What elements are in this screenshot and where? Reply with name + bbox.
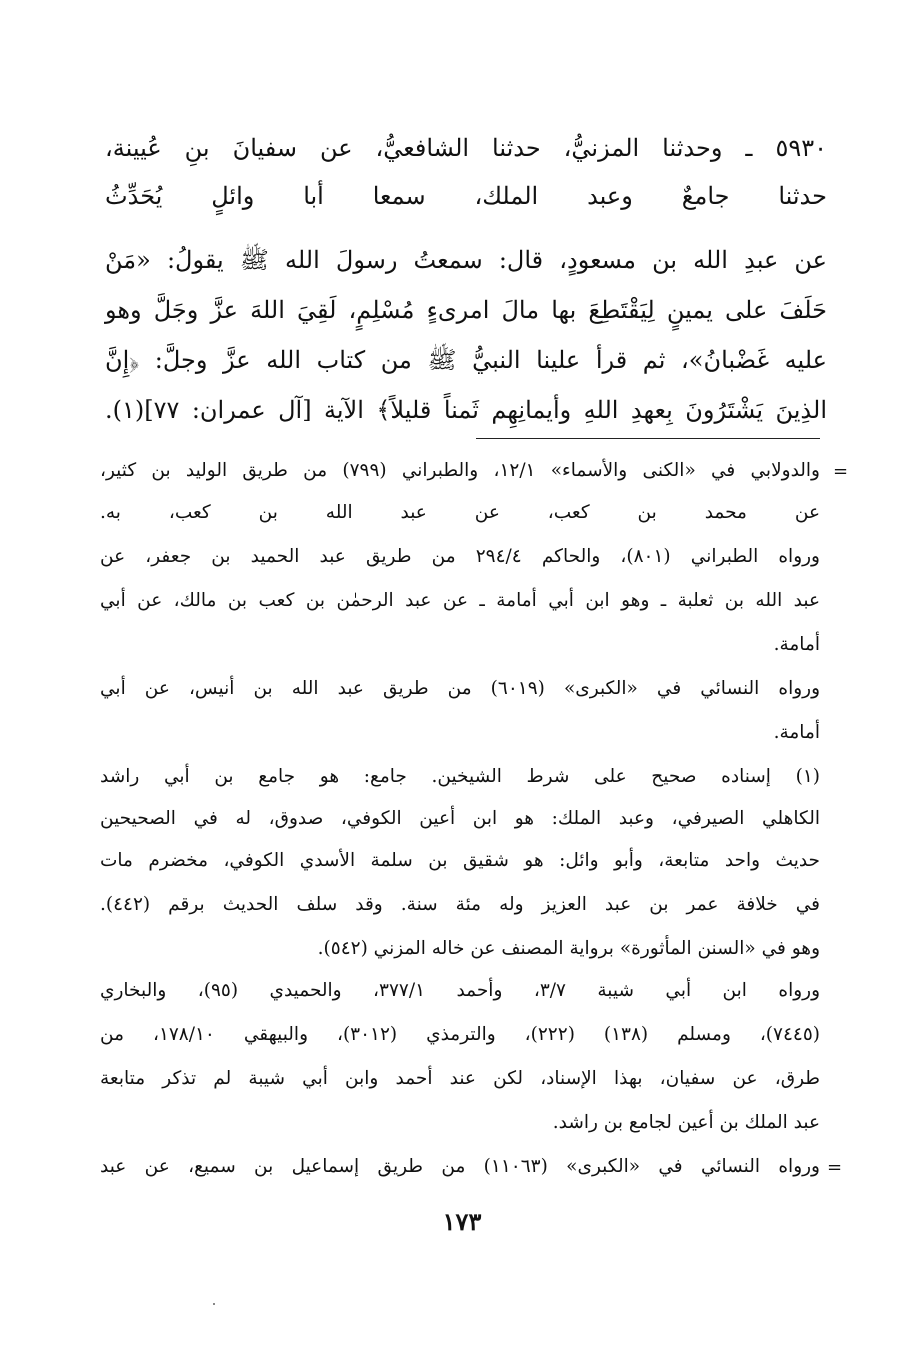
footnote-line: أمامة. bbox=[773, 634, 820, 655]
footnote-1-line: الكاهلي الصيرفي، وعبد الملك: هو ابن أعين الكوفي، صدوق، له في الصحيحين bbox=[100, 808, 820, 829]
footnote-line: ورواه الطبراني (٨٠١)، والحاكم ٢٩٤/٤ من طريق عبد الحميد بن جعفر، عن bbox=[100, 546, 820, 567]
footnote-line: عبد الله بن ثعلبة ـ وهو ابن أبي أمامة ـ عن عبد الرحمٰن بن كعب بن مالك، عن أبي bbox=[100, 590, 820, 611]
footnote-1-line: حديث واحد متابعة، وأبو وائل: هو شقيق بن سلمة الأسدي الكوفي، مخضرم مات bbox=[100, 850, 820, 871]
hadith-body-line: عليه غَضْبانُ»، ثم قرأ علينا النبيُّ ﷺ من كتاب الله عزَّ وجلَّ: ﴿إِنَّ bbox=[105, 346, 827, 374]
continuation-mark: = bbox=[827, 1157, 843, 1178]
footnote-line: طرق، عن سفيان، بهذا الإسناد، لكن عند أحمد وابن أبي شيبة لم تذكر متابعة bbox=[100, 1068, 820, 1089]
footnote-line: والدولابي في «الكنى والأسماء» ١٢/١، والطبراني (٧٩٩) من طريق الوليد بن كثير، bbox=[100, 460, 820, 481]
footnote-line: أمامة. bbox=[773, 722, 820, 743]
footnote-line: ورواه النسائي في «الكبرى» (١١٠٦٣) من طريق إسماعيل بن سميع، عن عبد bbox=[100, 1156, 820, 1177]
continuation-mark: = bbox=[833, 461, 849, 482]
footnote-line: (٧٤٤٥)، ومسلم (١٣٨) (٢٢٢)، والترمذي (٣٠١٢)، والبيهقي ١٧٨/١٠، من bbox=[100, 1024, 820, 1045]
hadith-body-line: عن عبدِ الله بن مسعودٍ، قال: سمعتُ رسولَ الله ﷺ يقولُ: «مَنْ bbox=[105, 246, 827, 274]
footnote-1-line: (١) إسناده صحيح على شرط الشيخين. جامع: هو جامع بن أبي راشد bbox=[100, 766, 820, 787]
footnote-line: عبد الملك بن أعين لجامع بن راشد. bbox=[552, 1112, 820, 1133]
scan-speck bbox=[213, 1303, 215, 1305]
page-number: ١٧٣ bbox=[442, 1207, 482, 1236]
hadith-header-line: ٥٩٣٠ ـ وحدثنا المزنيُّ، حدثنا الشافعيُّ، عن سفيانَ بنِ عُيينة، bbox=[105, 134, 827, 162]
hadith-body-line: حَلَفَ على يمينٍ لِيَقْتَطِعَ بها مالَ امرىءٍ مُسْلِمٍ، لَقِيَ اللهَ عزَّ وجَلَّ وهو bbox=[105, 296, 827, 324]
hadith-body-line: الذِينَ يَشْتَرُونَ بِعهدِ اللهِ وأيمانِهِم ثَمناً قليلاً﴾ الآية [آل عمران: ٧٧](١). bbox=[105, 396, 827, 424]
footnote-line: عن محمد بن كعب، عن عبد الله بن كعب، به. bbox=[100, 502, 820, 523]
footnote-line: ورواه النسائي في «الكبرى» (٦٠١٩) من طريق عبد الله بن أنيس، عن أبي bbox=[100, 678, 821, 699]
footnote-1-line: في خلافة عمر بن عبد العزيز وله مئة سنة. وقد سلف الحديث برقم (٤٤٢). bbox=[100, 894, 820, 915]
footnote-line: ورواه ابن أبي شيبة ٣/٧، وأحمد ٣٧٧/١، والحميدي (٩٥)، والبخاري bbox=[100, 980, 821, 1001]
footnote-line: وهو في «السنن المأثورة» برواية المصنف عن خاله المزني (٥٤٢). bbox=[317, 938, 820, 959]
footnote-separator bbox=[476, 438, 820, 439]
hadith-header-line: حدثنا جامعٌ وعبد الملك، سمعا أبا وائلٍ يُحَدِّثُ bbox=[105, 182, 827, 210]
